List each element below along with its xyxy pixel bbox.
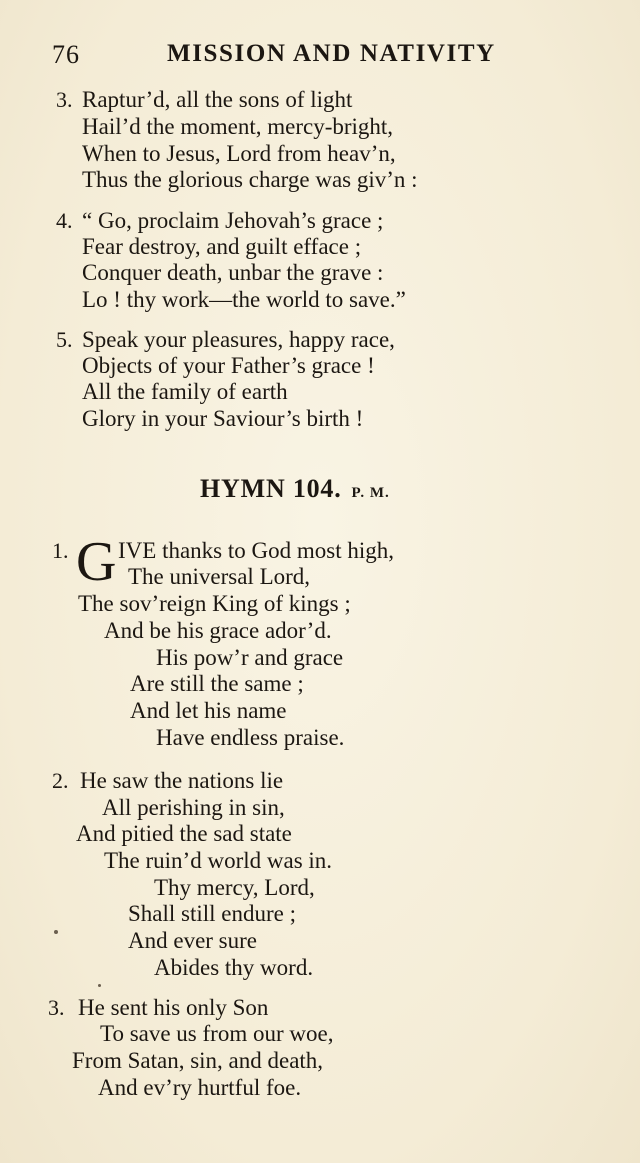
page-header [52,40,532,74]
verse-line: Lo ! thy work—the world to save.” [82,287,406,312]
hymn-heading [200,474,390,504]
verse-line: And pitied the sad state [76,821,292,846]
verse-line: Shall still endure ; [128,901,297,926]
verse-number: 1. [52,538,69,563]
verse-line: IVE thanks to God most high, [118,538,394,563]
verse-line: The sov’reign King of kings ; [78,591,351,616]
page-number: 76 [52,40,80,69]
running-title: MISSION AND NATIVITY [167,40,496,67]
hymn-title: HYMN 104. [200,474,342,503]
verse-line: And ev’ry hurtful foe. [98,1075,302,1100]
verse-line: Have endless praise. [156,725,345,750]
verse-line: And let his name [130,698,287,723]
verse-line: And ever sure [128,928,258,953]
verse-line: His pow’r and grace [156,645,344,670]
verse-line: All perishing in sin, [102,795,285,820]
verse-line: Conquer death, unbar the grave : [82,260,384,285]
verse-line: Fear destroy, and guilt efface ; [82,234,362,259]
ink-speck [54,930,58,934]
verse-line: To save us from our woe, [100,1021,334,1046]
verse-line: Glory in your Saviour’s birth ! [82,406,364,431]
verse-line: When to Jesus, Lord from heav’n, [82,141,396,166]
hymn-meter: P. M. [351,485,390,501]
verse-number: 3. [48,995,65,1020]
verse-line: He sent his only Son [78,995,269,1020]
verse-line: And be his grace ador’d. [104,618,332,643]
verse-line: Objects of your Father’s grace ! [82,353,375,378]
verse-line: The ruin’d world was in. [104,848,333,873]
verse-line: Speak your pleasures, happy race, [82,327,395,352]
ink-speck [98,984,101,987]
verse-line: Thy mercy, Lord, [154,875,315,900]
verse-line: From Satan, sin, and death, [72,1048,324,1073]
verse-number: 5. [56,327,73,352]
drop-cap: G [76,531,117,593]
verse-line: Abides thy word. [154,955,314,980]
verse-line: Are still the same ; [130,671,304,696]
verse-number: 3. [56,87,73,112]
verse-line: All the family of earth [82,379,288,404]
verse-number: 2. [52,768,69,793]
verse-line: The universal Lord, [128,564,311,589]
verse-line: Thus the glorious charge was giv’n : [82,167,418,192]
verse-line: He saw the nations lie [80,768,284,793]
verse-line: “ Go, proclaim Jehovah’s grace ; [82,208,384,233]
verse-number: 4. [56,208,73,233]
verse-line: Raptur’d, all the sons of light [82,87,353,112]
verse-line: Hail’d the moment, mercy-bright, [82,114,394,139]
